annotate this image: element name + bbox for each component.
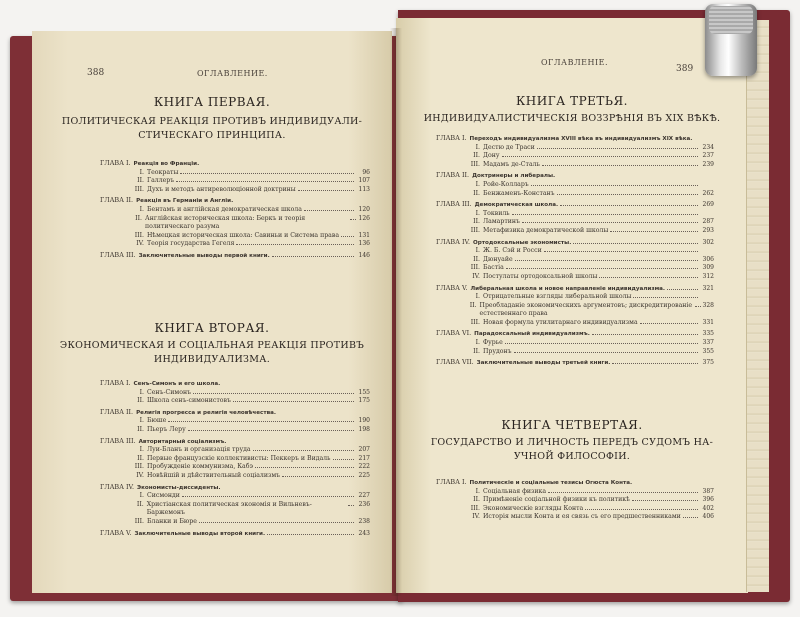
leader-dots [640, 323, 698, 324]
chapter-row [436, 358, 714, 368]
page-ref: 155 [358, 388, 370, 396]
chapter-row [436, 284, 714, 294]
item-title: Ж. Б. Сэй и Росси [483, 247, 542, 255]
toc-item [100, 518, 370, 527]
item-number: I. [139, 388, 144, 396]
page-ref: 328 [702, 301, 714, 309]
toc-item [436, 227, 714, 236]
leader-dots [683, 517, 698, 518]
page-ref: 335 [702, 330, 714, 338]
book1-subtitle: ПОЛИТИЧЕСКАЯ РЕАКЦІЯ ПРОТИВЪ ИНДИВИДУАЛИ- СТИЧЕСКАГО ПРИНЦИПА. [61, 116, 363, 141]
chapter-label: ГЛАВА II. [436, 171, 470, 180]
leader-dots [667, 289, 698, 290]
item-number: III. [134, 185, 144, 193]
item-number: I. [475, 487, 480, 495]
item-title: Исторія мысли Конта и ея связь съ его предшественниками [483, 513, 681, 521]
item-title: Мадамъ де-Сталь [483, 160, 540, 168]
page-ref: 406 [702, 513, 714, 521]
toc-item [100, 426, 370, 435]
chapter-row [436, 329, 714, 339]
chapter-title: Заключительные выводы второй книги. [134, 530, 266, 537]
chapter-title: Парадоксальный индивидуализмъ. [474, 331, 590, 338]
running-head-right: ОГЛАВЛЕНІЕ. [541, 58, 609, 67]
item-title: Англійская историческая школа: Беркъ и теорія политическаго разума [145, 214, 306, 231]
page-ref: 239 [702, 160, 714, 168]
page-ref: 309 [702, 264, 714, 272]
chapter-title: Либеральная школа и новое направленіе индивидуализма. [470, 285, 666, 292]
running-head-left: ОГЛАВЛЕНИЕ. [197, 69, 268, 78]
leader-dots [233, 401, 354, 402]
toc-item [100, 206, 370, 215]
item-number: III. [134, 463, 144, 471]
item-title: Пробужденіе коммунизма, Кабэ [147, 463, 253, 471]
book3-subtitle: ИНДИВИДУАЛИСТИЧЕСКІЯ ВОЗЗРѢНІЯ ВЪ XIX ВѢКѢ. [423, 113, 721, 124]
page-ref: 131 [358, 231, 370, 239]
leader-dots [548, 492, 698, 493]
leader-dots [506, 268, 698, 269]
page-ref: 227 [358, 492, 370, 500]
chapter-label: ГЛАВА VI. [436, 329, 472, 338]
page-ref: 107 [358, 177, 370, 185]
toc-item [436, 210, 714, 219]
page-edges [746, 20, 769, 592]
item-title: Бенжаменъ-Констанъ [483, 189, 555, 197]
leader-dots [199, 522, 354, 523]
toc-item [436, 348, 714, 357]
page-ref: 402 [702, 504, 714, 512]
toc-item [436, 513, 714, 522]
chapter-title: Авторитарный соціализмъ. [138, 438, 227, 445]
page-ref: 146 [358, 251, 370, 259]
chapter-label: ГЛАВА V. [100, 528, 132, 537]
toc-item [100, 232, 370, 241]
page-ref: 234 [702, 143, 714, 151]
toc-item [100, 240, 370, 249]
chapter-row [100, 483, 370, 493]
page-ref: 375 [702, 359, 714, 367]
item-number: II. [473, 152, 480, 160]
leader-dots [282, 476, 354, 477]
item-number: I. [475, 180, 480, 188]
item-title: Христіанская политическая экономія и Вильневъ-Баржемонъ [146, 500, 312, 517]
chapter-label: ГЛАВА III. [436, 200, 472, 209]
chapter-title: Реакція во Франціи. [133, 161, 200, 167]
page-ref: 236 [358, 500, 371, 508]
chapter-label: ГЛАВА II. [100, 407, 134, 416]
book3-title: КНИГА ТРЕТЬЯ. [516, 94, 628, 108]
chapter-row [100, 529, 370, 539]
chapter-row [436, 200, 714, 210]
toc-item [436, 264, 714, 273]
item-title: Первые французскіе коллективисты: Пеккеръ и Видаль [147, 454, 331, 462]
chapter-label: ГЛАВА III. [100, 436, 136, 445]
page-ref: 387 [702, 487, 714, 495]
item-title: Отрицательные взгляды либеральной школы [483, 293, 632, 301]
page-ref: 136 [358, 240, 370, 248]
page-ref: 198 [358, 425, 370, 433]
chapter-label: ГЛАВА IV. [436, 237, 471, 246]
item-number: IV. [136, 240, 144, 248]
chapter-label: ГЛАВА V. [436, 283, 468, 292]
chapter-row [100, 408, 370, 418]
leader-dots [537, 148, 698, 149]
item-title: Бюше [147, 417, 167, 425]
item-number: I. [139, 168, 144, 176]
item-title: Сисмонди [147, 492, 180, 500]
book1-title: КНИГА ПЕРВАЯ. [153, 95, 271, 109]
chapter-row [100, 159, 370, 169]
book4-toc [436, 476, 714, 522]
book2-title: КНИГА ВТОРАЯ. [154, 321, 270, 335]
chapter-row [436, 171, 714, 181]
chapter-title: Доктринеры и либералы. [472, 173, 556, 180]
item-number: II. [473, 255, 480, 263]
item-number: I. [139, 417, 144, 425]
right-page [396, 18, 748, 593]
item-number: IV. [472, 513, 480, 521]
chapter-row [100, 251, 370, 261]
item-title: Дюнуайе [483, 255, 513, 263]
item-number: II. [137, 425, 144, 433]
toc-item [436, 218, 714, 227]
leader-dots [522, 222, 698, 223]
item-title: Токвиль [483, 209, 510, 217]
item-title: Прудонъ [483, 347, 512, 355]
page-ref: 306 [702, 255, 714, 263]
page-ref: 96 [362, 168, 370, 176]
leader-dots [592, 334, 698, 335]
page-ref: 331 [702, 318, 714, 326]
item-title: Новая формула утилитарнаго индивидуализма [483, 318, 638, 326]
toc-item [436, 496, 714, 505]
page-ref: 190 [358, 417, 370, 425]
toc-item [100, 446, 370, 455]
toc-item [100, 186, 370, 195]
chapter-title: Ортодоксальные экономисты. [473, 239, 572, 246]
leader-dots [512, 214, 698, 215]
leader-dots [695, 306, 701, 307]
book4-title: КНИГА ЧЕТВЕРТАЯ. [501, 418, 643, 432]
leader-dots [515, 260, 698, 261]
chapter-title: Демократическая школа. [474, 202, 559, 209]
item-number: II. [473, 218, 480, 226]
page-ref: 287 [702, 218, 714, 226]
item-number: II. [473, 189, 480, 197]
item-title: Соціальная физика [483, 487, 547, 495]
page-ref: 222 [358, 463, 370, 471]
page-number-right: 389 [676, 64, 694, 74]
leader-dots [599, 277, 698, 278]
chapter-title: Сенъ-Симонъ и его школа. [133, 381, 221, 387]
item-title: Теократы [147, 168, 179, 176]
book2-subtitle: ЭКОНОМИЧЕСКАЯ И СОЦІАЛЬНАЯ РЕАКЦІЯ ПРОТИВЪ ИНДИВИДУАЛИЗМА. [59, 340, 365, 365]
item-title: Теорія государства Гегеля [147, 240, 235, 248]
page-ref: 355 [702, 347, 714, 355]
item-title: Пьеръ Леру [147, 425, 186, 433]
toc-item [436, 247, 714, 256]
leader-dots [236, 244, 354, 245]
leader-dots [348, 505, 354, 506]
leader-dots [610, 231, 698, 232]
item-number: II. [469, 301, 477, 309]
item-number: III. [134, 231, 144, 239]
chapter-row [436, 238, 714, 248]
item-number: II. [135, 214, 143, 222]
item-title: Преобладаніе экономическихъ аргументовъ; дискредитированіе естественнаго права [479, 301, 693, 318]
item-title: Экономическіе взгляды Конта [483, 504, 584, 512]
item-title: Духъ и методъ антиреволюціонной доктрины [147, 185, 296, 193]
item-title: Дестю де Траси [483, 143, 535, 151]
toc-item [100, 215, 370, 232]
book3-toc [436, 132, 714, 368]
chapter-row [436, 478, 714, 488]
item-title: Фурье [483, 339, 503, 347]
item-title: Ламартинъ [483, 218, 520, 226]
toc-item [436, 181, 714, 190]
chapter-title: Религія прогресса и религія человѣчества. [136, 409, 277, 416]
chapter-label: ГЛАВА III. [100, 250, 136, 259]
page-ref: 269 [702, 201, 714, 209]
item-title: Сенъ-Симонъ [147, 388, 192, 396]
leader-dots [544, 251, 698, 252]
toc-item [436, 273, 714, 282]
item-number: II. [137, 454, 144, 462]
leader-dots [304, 210, 354, 211]
item-title: Дону [483, 152, 500, 160]
page-ref: 207 [358, 446, 370, 454]
chapter-row [100, 379, 370, 389]
item-number: I. [475, 143, 480, 151]
toc-item [436, 152, 714, 161]
leader-dots [560, 205, 698, 206]
leader-dots [612, 363, 698, 364]
chapter-label: ГЛАВА II. [100, 196, 134, 205]
page-ref: 262 [702, 189, 714, 197]
item-title: Луи-Бланъ и организація труда [147, 446, 251, 454]
page-ref: 237 [702, 152, 714, 160]
item-number: I. [475, 247, 480, 255]
item-title: Школа сенъ-симонистовъ [147, 397, 231, 405]
toc-item [100, 463, 370, 472]
chapter-row [100, 437, 370, 447]
toc-item [100, 417, 370, 426]
leader-dots [557, 194, 698, 195]
item-number: III. [470, 226, 480, 234]
page-ref: 337 [702, 339, 714, 347]
leader-dots [272, 256, 354, 257]
item-number: III. [470, 264, 480, 272]
item-title: Постулаты ортодоксальной школы [483, 272, 598, 280]
item-title: Нѣмецкая историческая школа: Савиньи и Система права [147, 231, 340, 239]
toc-item [100, 455, 370, 464]
page-ref: 293 [702, 226, 714, 234]
item-title: Бастіа [483, 264, 504, 272]
leader-dots [193, 393, 354, 394]
toc-item [100, 501, 370, 518]
leader-dots [585, 509, 698, 510]
item-number: II. [473, 496, 480, 504]
toc-item [436, 161, 714, 170]
toc-item [436, 488, 714, 497]
item-number: I. [139, 205, 144, 213]
leader-dots [350, 219, 356, 220]
item-number: II. [473, 347, 480, 355]
leader-dots [633, 297, 698, 298]
item-number: II. [136, 500, 144, 508]
toc-item [436, 505, 714, 514]
item-number: I. [475, 339, 480, 347]
toc-item [436, 293, 714, 302]
left-page [32, 31, 392, 593]
chapter-title: Экономисты-диссиденты. [137, 484, 221, 491]
item-title: Примѣненіе соціальной физики къ политикѣ [483, 496, 630, 504]
leader-dots [514, 352, 698, 353]
toc-item [436, 339, 714, 348]
chapter-title: Заключительные выводы первой книги. [138, 252, 270, 259]
item-number: I. [139, 492, 144, 500]
item-title: Метафизика демократической школы [483, 226, 609, 234]
leader-dots [341, 236, 354, 237]
item-number: II. [137, 177, 144, 185]
item-number: III. [470, 504, 480, 512]
page-ref: 120 [358, 205, 370, 213]
item-number: IV. [472, 272, 480, 280]
leader-dots [542, 165, 698, 166]
toc-item [100, 169, 370, 178]
leader-dots [188, 430, 354, 431]
leader-dots [255, 467, 354, 468]
leader-dots [180, 173, 354, 174]
chapter-title: Переходъ индивидуализма XVIII вѣка въ индивидуализмъ XIX вѣка. [469, 136, 693, 142]
metal-weight [705, 4, 757, 76]
toc-item [100, 397, 370, 406]
leader-dots [505, 343, 698, 344]
page-ref: 175 [358, 397, 370, 405]
toc-item [436, 256, 714, 265]
item-title: Бланки и Бюре [147, 517, 197, 525]
leader-dots [168, 421, 354, 422]
chapter-row [100, 196, 370, 206]
leader-dots [531, 185, 698, 186]
page-ref: 243 [358, 529, 370, 537]
book4-subtitle: ГОСУДАРСТВО И ЛИЧНОСТЬ ПЕРЕДЪ СУДОМЪ НА- УЧНОЙ ФИЛОСОФІИ. [430, 437, 714, 462]
page-ref: 217 [358, 454, 370, 462]
book-gutter [390, 28, 402, 596]
item-number: I. [139, 446, 144, 454]
chapter-label: ГЛАВА I. [100, 379, 131, 387]
page-ref: 312 [702, 272, 714, 280]
leader-dots [632, 500, 698, 501]
chapter-title: Заключительные выводы третьей книги. [476, 360, 611, 367]
leader-dots [253, 450, 354, 451]
chapter-label: ГЛАВА VII. [436, 358, 474, 367]
item-number: IV. [136, 471, 144, 479]
page-ref: 321 [702, 284, 714, 292]
chapter-row [436, 134, 714, 144]
leader-dots [176, 181, 354, 182]
toc-item [436, 190, 714, 199]
page-ref: 126 [358, 214, 370, 222]
item-number: III. [470, 160, 480, 168]
toc-item [100, 389, 370, 398]
chapter-label: ГЛАВА I. [436, 478, 467, 486]
toc-item [436, 319, 714, 328]
toc-item [100, 492, 370, 501]
leader-dots [298, 190, 354, 191]
item-number: II. [137, 397, 144, 405]
page-ref: 302 [702, 238, 714, 246]
item-number: III. [470, 318, 480, 326]
page-ref: 225 [358, 471, 370, 479]
toc-item [100, 177, 370, 186]
leader-dots [333, 459, 355, 460]
page-ref: 238 [358, 517, 370, 525]
item-title: Галлеръ [147, 177, 175, 185]
book1-toc [100, 157, 370, 261]
leader-dots [182, 496, 354, 497]
chapter-label: ГЛАВА I. [436, 134, 467, 142]
toc-item [436, 144, 714, 153]
leader-dots [267, 534, 354, 535]
item-title: Ройе-Колларъ [483, 180, 529, 188]
page-ref: 396 [702, 496, 714, 504]
item-number: III. [134, 517, 144, 525]
leader-dots [573, 243, 698, 244]
item-title: Бентамъ и англійская демократическая школа [147, 205, 302, 213]
item-title: Новѣйшій и дѣйствительный соціализмъ [147, 471, 281, 479]
page-ref: 113 [358, 185, 370, 193]
item-number: I. [475, 209, 480, 217]
toc-item [100, 472, 370, 481]
chapter-label: ГЛАВА IV. [100, 482, 135, 491]
book2-toc [100, 377, 370, 538]
item-number: I. [475, 293, 480, 301]
chapter-title: Реакція въ Германіи и Англіи. [136, 198, 234, 205]
leader-dots [502, 156, 698, 157]
page-number-left: 388 [87, 68, 105, 78]
toc-item [436, 302, 714, 319]
chapter-label: ГЛАВА I. [100, 159, 131, 167]
chapter-title: Политическіе и соціальные тезисы Огюста Конта. [469, 480, 633, 486]
